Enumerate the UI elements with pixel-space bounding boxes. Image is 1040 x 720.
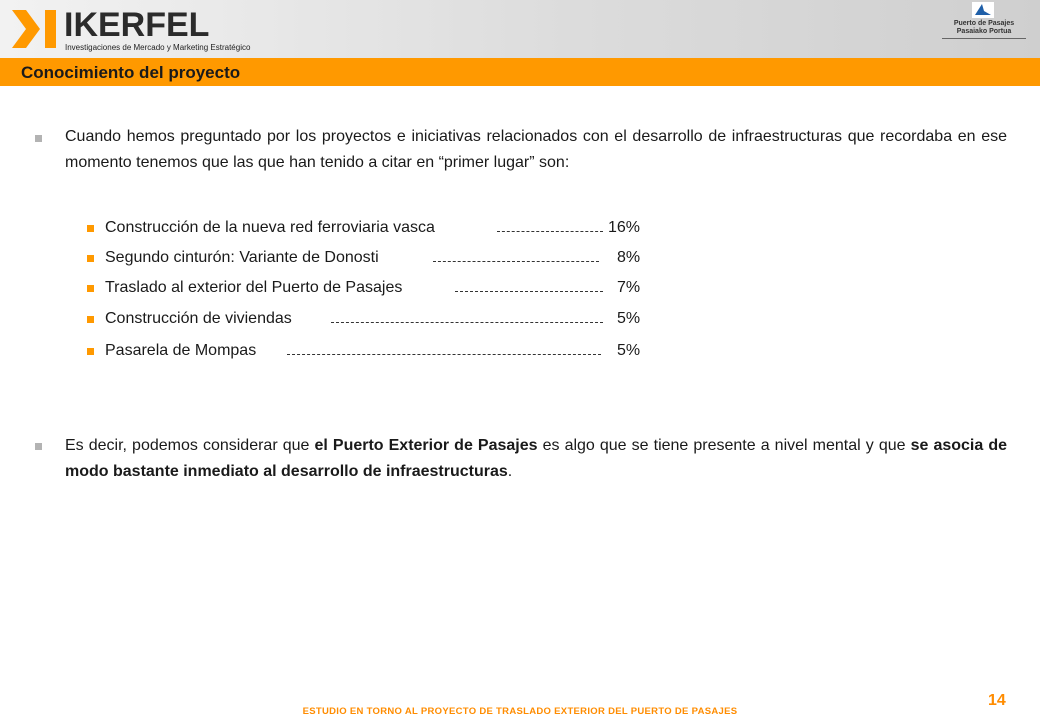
footer-text: ESTUDIO EN TORNO AL PROYECTO DE TRASLADO EXTERIOR DEL PUERTO DE PASAJES bbox=[302, 706, 738, 717]
page-number: 14 bbox=[988, 692, 1006, 709]
ikerfel-chevron-icon bbox=[10, 8, 62, 50]
logo-tagline: Investigaciones de Mercado y Marketing Estratégico bbox=[65, 43, 251, 52]
port-logo bbox=[936, 2, 1032, 56]
header-band bbox=[0, 0, 1040, 58]
conclusion-paragraph bbox=[65, 433, 1007, 485]
section-title-bar bbox=[0, 58, 1040, 86]
item-label: Construcción de la nueva red ferroviaria vasca bbox=[105, 219, 435, 236]
item-label: Pasarela de Mompas bbox=[105, 342, 257, 359]
dotted-leader bbox=[433, 261, 599, 262]
port-emblem-icon bbox=[972, 2, 994, 18]
list-item bbox=[105, 218, 665, 238]
dotted-leader bbox=[331, 322, 603, 323]
item-bullet bbox=[87, 348, 94, 355]
list-item bbox=[105, 309, 665, 329]
item-value: 5% bbox=[617, 310, 641, 327]
conclusion-emphasis: el Puerto Exterior de Pasajes bbox=[314, 437, 538, 454]
item-value: 16% bbox=[608, 219, 641, 236]
intro-paragraph: Cuando hemos preguntado por los proyectos e iniciativas relacionados con el desarrollo de infraestructuras que recordaba en ese momento tenemos que las que han tenido a citar en “primer lugar” son: bbox=[65, 128, 1007, 171]
ikerfel-logo bbox=[10, 6, 251, 54]
item-label: Segundo cinturón: Variante de Donosti bbox=[105, 249, 379, 266]
logo-name: IKERFEL bbox=[64, 6, 210, 44]
port-name-es: Puerto de Pasajes bbox=[953, 20, 1015, 27]
paragraph-bullet bbox=[35, 443, 42, 450]
list-item bbox=[105, 248, 665, 268]
conclusion-text: . bbox=[507, 463, 513, 480]
dotted-leader bbox=[287, 354, 601, 355]
conclusion-emphasis: se asocia de modo bastante inmediato al desarrollo de infraestructuras bbox=[65, 437, 1008, 480]
item-bullet bbox=[87, 225, 94, 232]
item-value: 8% bbox=[617, 249, 641, 266]
conclusion-text: es algo que se tiene presente a nivel mental y que bbox=[537, 437, 911, 454]
item-value: 7% bbox=[617, 279, 641, 296]
conclusion-text: Es decir, podemos considerar que bbox=[65, 437, 315, 454]
section-title: Conocimiento del proyecto bbox=[21, 63, 241, 82]
dotted-leader bbox=[497, 231, 603, 232]
item-value: 5% bbox=[617, 342, 641, 359]
item-label: Construcción de viviendas bbox=[105, 310, 292, 327]
port-name-eu: Pasaiako Portua bbox=[956, 28, 1012, 35]
item-bullet bbox=[87, 255, 94, 262]
item-bullet bbox=[87, 316, 94, 323]
list-item bbox=[105, 278, 665, 298]
paragraph-bullet bbox=[35, 135, 42, 142]
dotted-leader bbox=[455, 291, 603, 292]
port-divider bbox=[942, 38, 1026, 39]
item-label: Traslado al exterior del Puerto de Pasajes bbox=[105, 279, 403, 296]
item-bullet bbox=[87, 285, 94, 292]
list-item bbox=[105, 341, 665, 361]
